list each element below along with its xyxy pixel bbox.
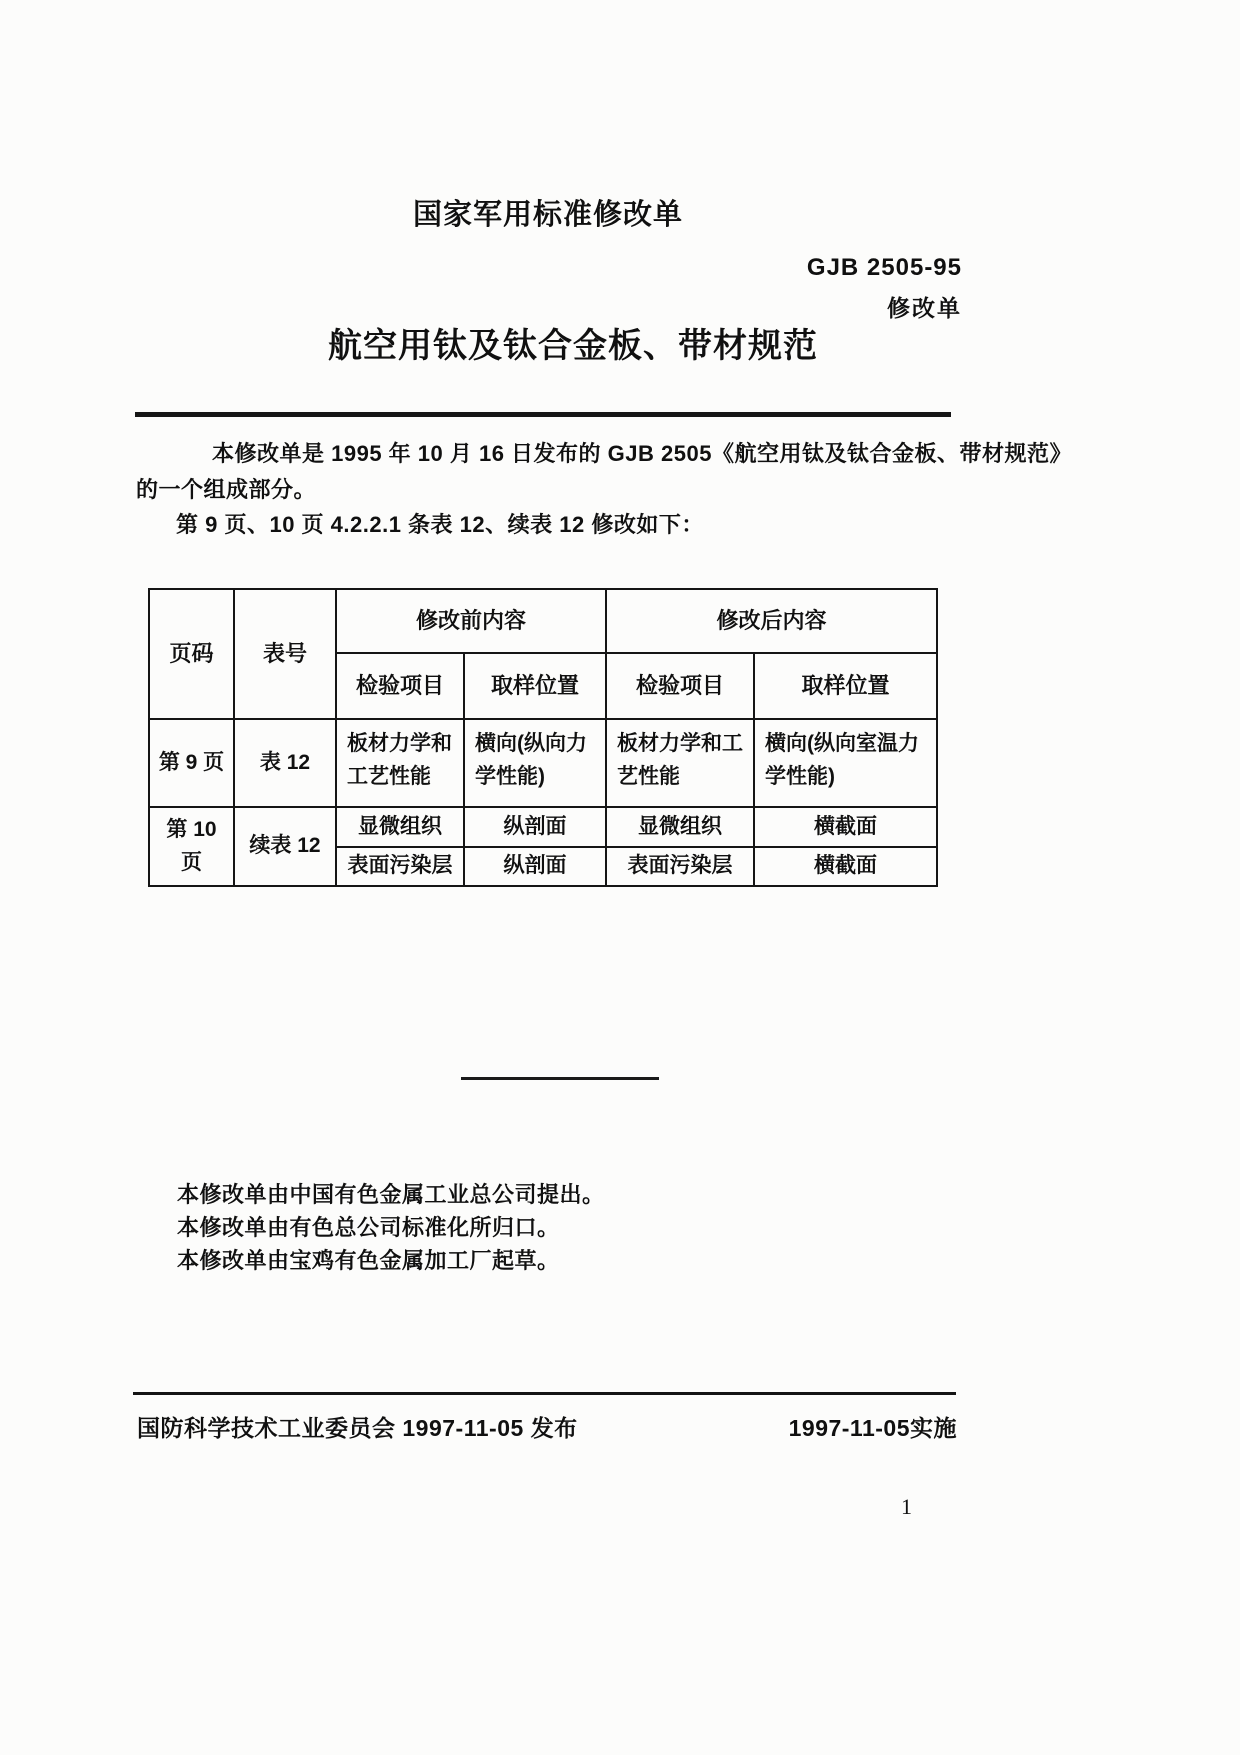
cell-after-position: 横截面 <box>754 847 937 886</box>
cell-before-position: 纵剖面 <box>464 847 606 886</box>
cell-before-position: 横向(纵向力学性能) <box>464 719 606 807</box>
cell-after-item: 表面污染层 <box>606 847 754 886</box>
header-rule <box>135 412 951 417</box>
provenance-proposed-by: 本修改单由中国有色金属工业总公司提出。 <box>177 1182 605 1207</box>
sheet-label: 修改单 <box>887 295 962 321</box>
cell-after-item: 显微组织 <box>606 807 754 847</box>
header-before-group: 修改前内容 <box>336 589 606 653</box>
cell-before-item: 表面污染层 <box>336 847 464 886</box>
table-row <box>149 719 937 807</box>
header-before-position: 取样位置 <box>464 653 606 719</box>
cell-before-item: 板材力学和工艺性能 <box>336 719 464 807</box>
section-divider <box>461 1077 659 1080</box>
cell-page: 第 10 页 <box>149 807 234 886</box>
table-row <box>149 807 937 847</box>
header-after-group: 修改后内容 <box>606 589 937 653</box>
header-table-no-col: 表号 <box>234 589 336 719</box>
provenance-drafted-by: 本修改单由宝鸡有色金属加工厂起草。 <box>177 1248 560 1273</box>
cell-table-no: 表 12 <box>234 719 336 807</box>
footer-issuer: 国防科学技术工业委员会 1997-11-05 发布 <box>137 1415 578 1441</box>
header-after-position: 取样位置 <box>754 653 937 719</box>
provenance-managed-by: 本修改单由有色总公司标准化所归口。 <box>177 1215 560 1240</box>
cell-after-position: 横截面 <box>754 807 937 847</box>
standard-number-block <box>807 254 962 323</box>
cell-before-item: 显微组织 <box>336 807 464 847</box>
provenance-block <box>177 1178 605 1277</box>
page-number: 1 <box>901 1494 912 1519</box>
header-before-item: 检验项目 <box>336 653 464 719</box>
footer-implementation-date: 1997-11-05实施 <box>788 1415 957 1441</box>
doc-type-title: 国家军用标准修改单 <box>413 199 684 231</box>
header-after-item: 检验项目 <box>606 653 754 719</box>
cell-page: 第 9 页 <box>149 719 234 807</box>
intro-line-1: 本修改单是 1995 年 10 月 16 日发布的 GJB 2505《航空用钛及钛合金板、带材规范》 <box>212 441 1072 466</box>
document-title: 航空用钛及钛合金板、带材规范 <box>328 327 818 365</box>
intro-line-2: 的一个组成部分。 <box>136 477 317 502</box>
cell-before-position: 纵剖面 <box>464 807 606 847</box>
standard-number: GJB 2505-95 <box>806 254 962 281</box>
cell-after-position: 横向(纵向室温力学性能) <box>754 719 937 807</box>
header-page-col: 页码 <box>149 589 234 719</box>
cell-table-no: 续表 12 <box>234 807 336 886</box>
footer-rule <box>133 1392 956 1395</box>
modification-table <box>148 588 938 887</box>
change-instruction: 第 9 页、10 页 4.2.2.1 条表 12、续表 12 修改如下： <box>176 512 704 537</box>
cell-after-item: 板材力学和工艺性能 <box>606 719 754 807</box>
